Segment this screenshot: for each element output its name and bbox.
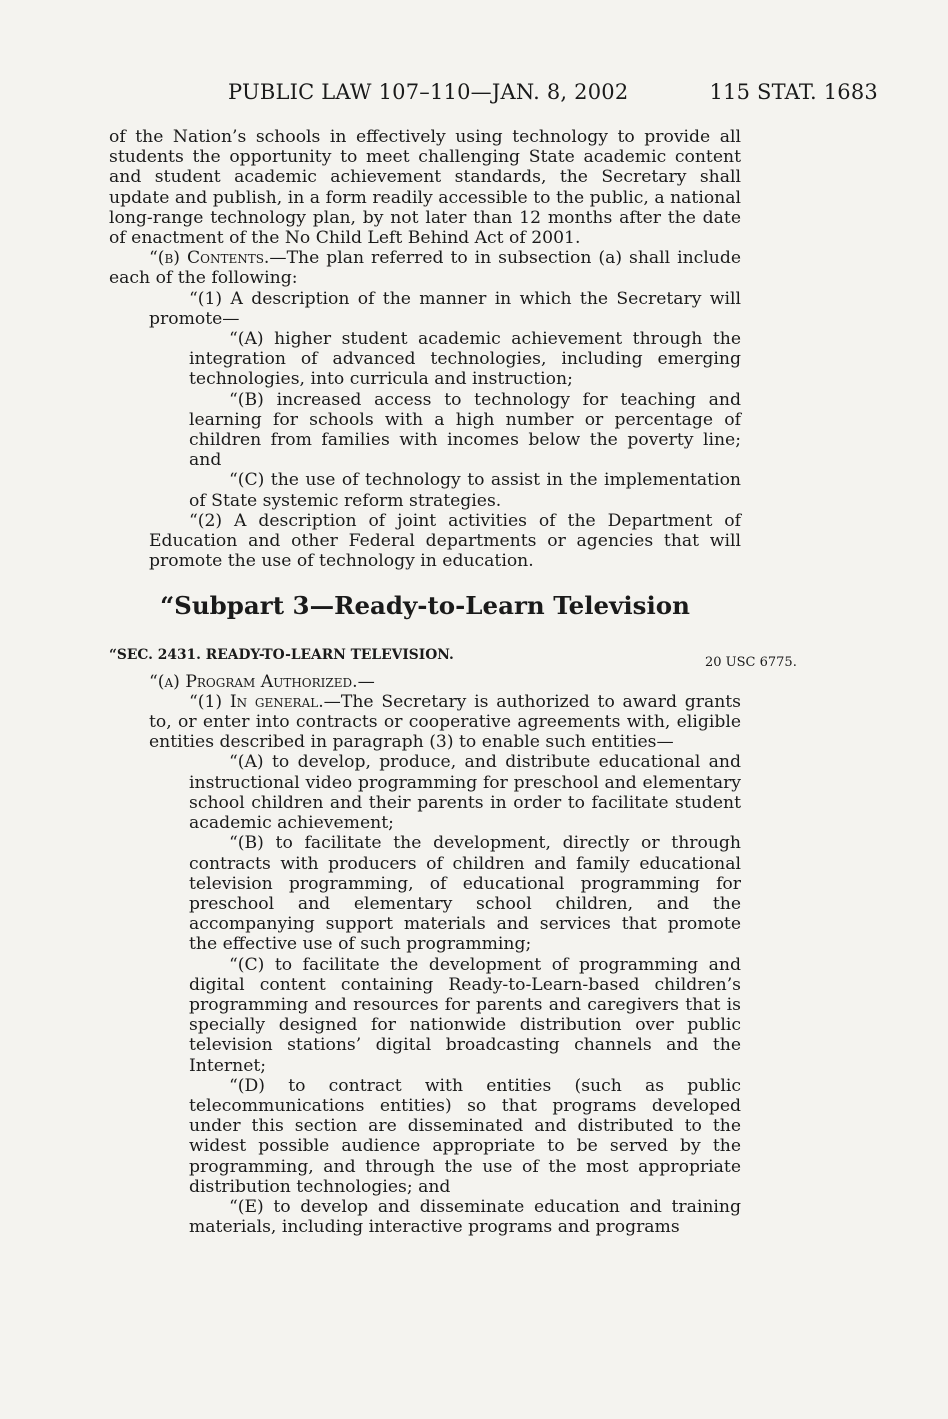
paragraph-a-heading — [109, 672, 741, 692]
paragraph-b-heading: “(b) Contents.— — [149, 248, 287, 269]
page-header — [0, 80, 948, 110]
paragraph-a1A: “(A) to develop, produce, and distribute educational and instructional video programming for preschool and elementary school children and their parents in order to facilitate student academic achievement; — [189, 752, 741, 834]
paragraph-b2: “(2) A description of joint activities of the Department of Education and other Federal departments or agencies that will promote the use of technology in education. — [149, 510, 741, 572]
paragraph-a1-heading: “(1) In general.— — [189, 691, 341, 712]
body-text — [109, 127, 741, 1237]
paragraph-b1B: “(B) increased access to technology for teaching and learning for schools with a high number or percentage of children from families with incomes below the poverty line; and — [189, 389, 741, 471]
paragraph-continuation: of the Nation’s schools in effectively using technology to provide all students the opportunity to meet challenging State academic content and student academic achievement standards, the Secretary shall update and publish, in a form readily accessible to the public, a national long-range technology plan, by not later than 12 months after the date of enactment of the No Child Left Behind Act of 2001. — [109, 127, 741, 249]
section-heading: “SEC. 2431. READY-TO-LEARN TELEVISION. — [109, 647, 454, 664]
paragraph-a1C: “(C) to facilitate the development of programming and digital content containing Ready-to-Learn-based children’s programming and resources for parents and caregivers that is specially designed for nationwide distribution over public television stations’ digital broadcasting channels and the Internet; — [189, 954, 741, 1076]
paragraph-b — [109, 248, 741, 288]
paragraph-b1A: “(A) higher student academic achievement through the integration of advanced technologies, including emerging technologies, into curricula and instruction; — [189, 329, 741, 390]
paragraph-b1C: “(C) the use of technology to assist in the implementation of State systemic reform strategies. — [189, 470, 741, 511]
paragraph-b1: “(1) A description of the manner in which the Secretary will promote— — [149, 288, 741, 329]
paragraph-a1D: “(D) to contract with entities (such as public telecommunications entities) so that programs developed under this section are disseminated and distributed to the widest possible audience appropriate to be served by the programming, and through the use of the most appropriate distribution technologies; and — [189, 1075, 741, 1197]
paragraph-a1-text: The Secretary is authorized to award grants to, or enter into contracts or cooperative agreements with, eligible entities described in paragraph (3) to enable such entities— — [149, 691, 741, 753]
paragraph-a-heading-text: “(a) Program Authorized.— — [149, 671, 375, 692]
paragraph-a1 — [109, 692, 741, 753]
paragraph-b-text: The plan referred to in subsection (a) shall include each of the following: — [109, 248, 741, 289]
paragraph-a1E: “(E) to develop and disseminate education and training materials, including interactive programs and programs — [189, 1196, 741, 1238]
margin-citation: 20 USC 6775. — [705, 655, 797, 670]
subpart-heading: “Subpart 3—Ready-to-Learn Television — [160, 591, 690, 621]
paragraph-a1B: “(B) to facilitate the development, directly or through contracts with producers of children and family educational television programming, of educational programming for preschool and elementary school children, and the accompanying support materials and services that promote the effective use of such programming; — [189, 833, 741, 955]
running-head-title: PUBLIC LAW 107–110—JAN. 8, 2002 — [228, 80, 629, 104]
statute-page-number: 115 STAT. 1683 — [709, 80, 878, 104]
